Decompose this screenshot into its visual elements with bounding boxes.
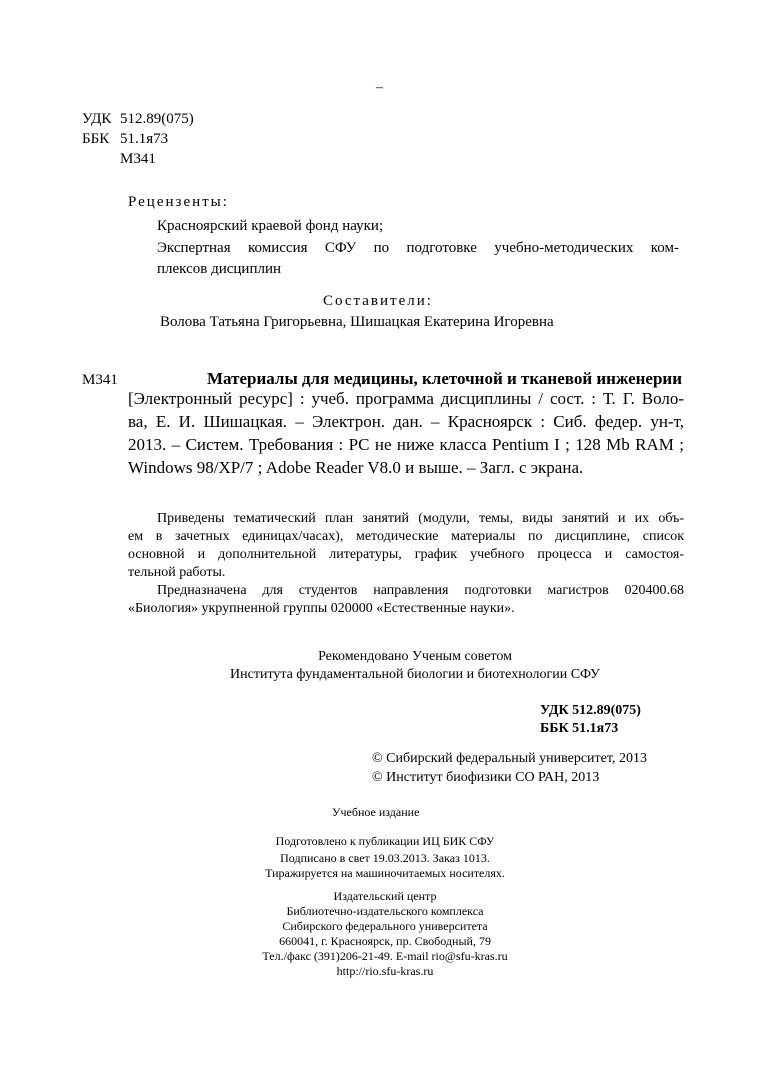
edition-type: Учебное издание (332, 805, 420, 819)
publisher-website: http://rio.sfu-kras.ru (336, 964, 434, 978)
copyright-line-2: © Институт биофизики СО РАН, 2013 (372, 770, 600, 785)
reviewer-1: Красноярский краевой фонд науки; (157, 218, 384, 234)
record-line-4: 2013. – Систем. Требования : PC не ниже класса Pentium I ; 128 Mb RAM ; (128, 435, 684, 454)
bbk-bottom: ББК 51.1я73 (540, 721, 619, 736)
publisher-contacts: Тел./факс (391)206-21-49. E-mail rio@sfu-kras.ru (262, 949, 508, 963)
record-line-5: Windows 98/XP/7 ; Adobe Reader V8.0 и выше. – Загл. с экрана. (128, 458, 584, 477)
udk-label: УДК (82, 111, 112, 127)
top-dash: – (376, 80, 383, 95)
author-mark: М341 (120, 151, 156, 167)
abstract-p1-line-2: ем в зачетных единицах/часах), методические материалы по дисциплине, список (128, 529, 684, 544)
author-mark-row (82, 149, 194, 169)
recommended-line-1: Рекомендовано Ученым советом (318, 649, 512, 664)
classification-bottom (540, 702, 641, 738)
imprint-prepared: Подготовлено к публикации ИЦ БИК СФУ (275, 834, 495, 848)
abstract-p1-line-4: тельной работы. (128, 565, 226, 580)
imprint-copies: Тиражируется на машиночитаемых носителях. (265, 866, 505, 880)
copyright-block (372, 749, 647, 787)
abstract-p2-line-2: «Биология» укрупненной группы 020000 «Естественные науки». (128, 601, 515, 616)
bbk-row (82, 129, 194, 149)
publisher-line-2: Библиотечно-издательского комплекса (286, 904, 484, 918)
abstract-p1-line-3: основной и дополнительной литературы, график учебного процесса и самостоя- (128, 547, 684, 562)
imprint-signed: Подписано в свет 19.03.2013. Заказ 1013. (280, 851, 490, 865)
copyright-line-1: © Сибирский федеральный университет, 2013 (372, 751, 647, 766)
publisher-line-3: Сибирского федерального университета (282, 919, 488, 933)
reviewer-2-line-2: плексов дисциплин (157, 261, 282, 277)
record-line-2: [Электронный ресурс] : учеб. программа дисциплины / сост. : Т. Г. Воло- (128, 389, 684, 408)
compilers-names: Волова Татьяна Григорьевна, Шишацкая Екатерина Игоревна (160, 314, 554, 330)
record-code: М341 (82, 372, 118, 388)
classification-block (82, 109, 194, 169)
reviewer-2-line-1: Экспертная комиссия СФУ по подготовке учебно-методических ком- (157, 240, 679, 256)
publisher-line-1: Издательский центр (333, 889, 437, 903)
bbk-label: ББК (82, 131, 110, 147)
record-line-3: ва, Е. И. Шишацкая. – Электрон. дан. – Красноярск : Сиб. федер. ун-т, (128, 412, 684, 431)
udk-bottom: УДК 512.89(075) (540, 703, 641, 718)
recommended-line-2: Института фундаментальной биологии и биотехнологии СФУ (230, 667, 600, 682)
udk-value: 512.89(075) (120, 111, 194, 127)
abstract-p1-line-1: Приведены тематический план занятий (модули, темы, виды занятий и их объ- (157, 511, 684, 526)
bbk-value: 51.1я73 (120, 131, 169, 147)
udk-row (82, 109, 194, 129)
publisher-address: 660041, г. Красноярск, пр. Свободный, 79 (279, 934, 491, 948)
compilers-heading: Составители: (323, 293, 433, 309)
reviewers-heading: Рецензенты: (128, 194, 229, 210)
abstract-p2-line-1: Предназначена для студентов направления подготовки магистров 020400.68 (157, 583, 684, 598)
book-title: Материалы для медицины, клеточной и тканевой инженерии (207, 369, 682, 388)
